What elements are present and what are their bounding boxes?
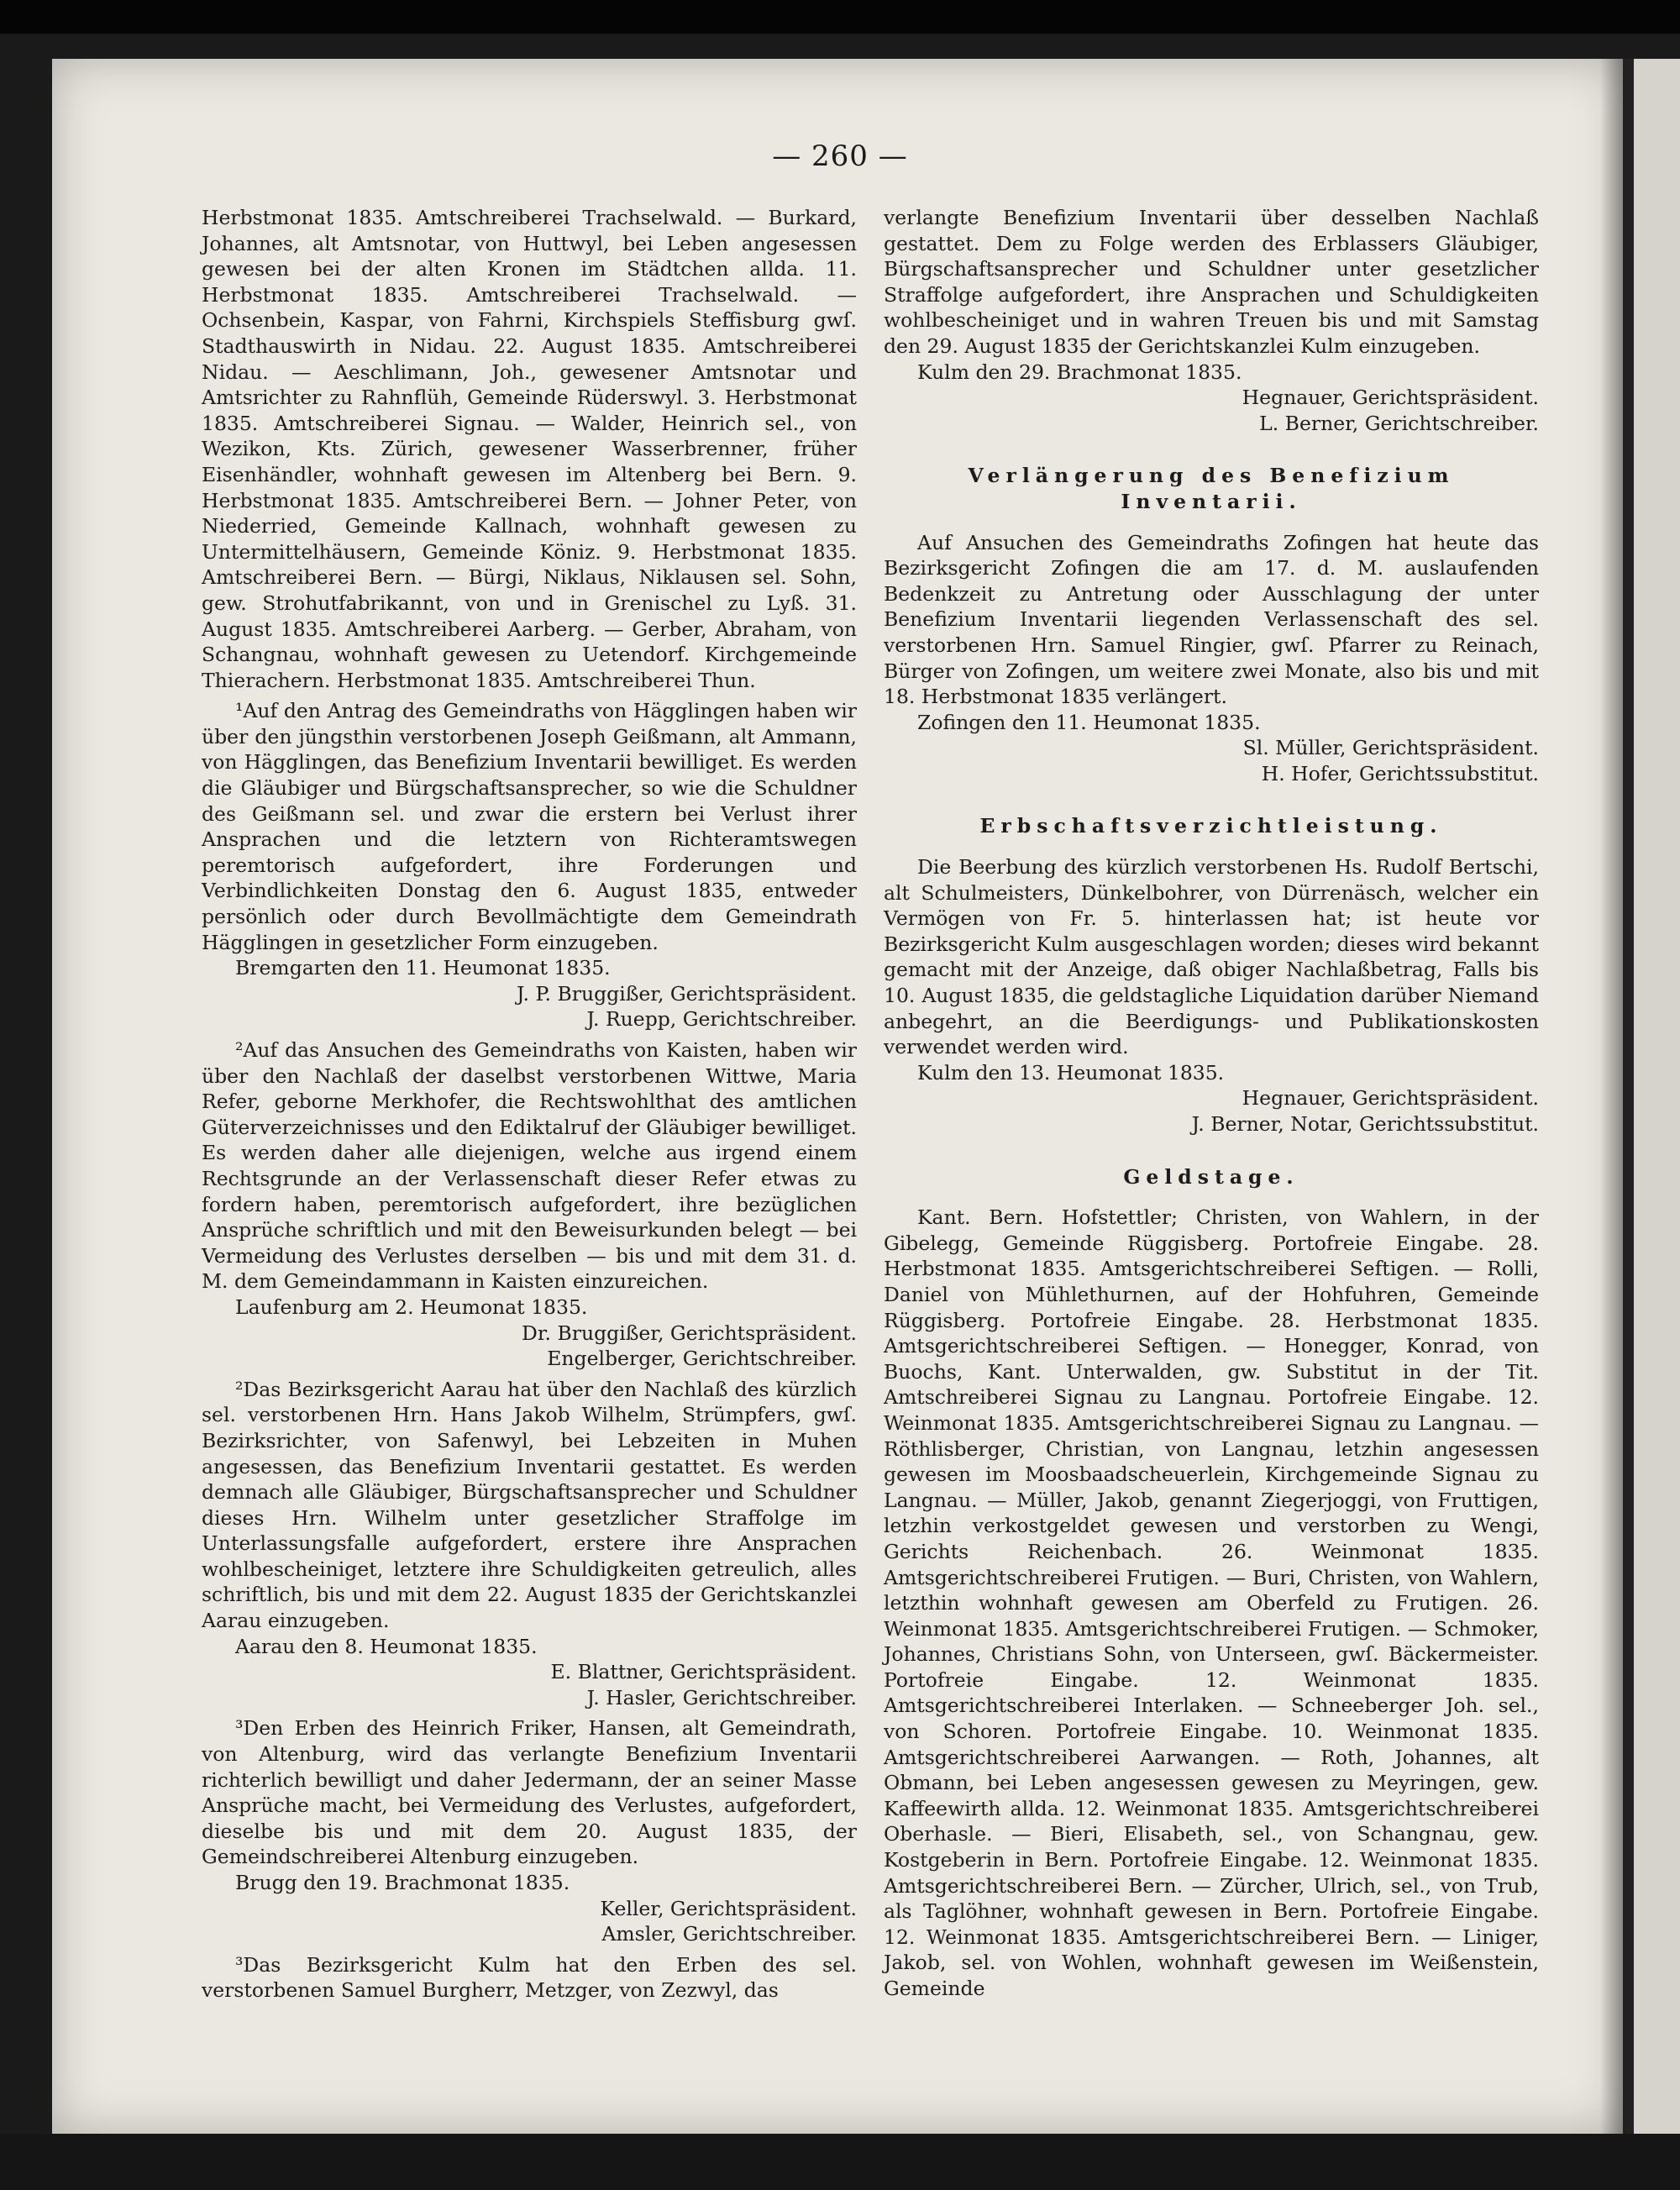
signature: L. Berner, Gerichtschreiber. [1259,411,1539,435]
page-number: — 260 — [772,139,908,173]
notice-place-date: Kulm den 29. Brachmonat 1835. [917,360,1242,384]
notice-zofingen: Auf Ansuchen des Gemeindraths Zofingen hat heute das Bezirksgericht Zofingen die am 17. d. M. auslaufenden Bedenkzeit zu Antretung oder Ausschlagung der unter Benefizium Inventarii liegenden Verlassenschaft des sel. verstorbenen Hrn. Samuel Ringier, gwſ. Pfarrer zu Reinach, Bürger von Zofingen, um weitere zwei Monate, also bis und mit 18. Herbstmonat 1835 verlängert. [884,530,1539,709]
signature: J. Ruepp, Gerichtschreiber. [586,1007,857,1032]
notice-kulm-continuation: verlangte Benefizium Inventarii über desselben Nachlaß gestattet. Dem zu Folge werden des Erblassers Gläubiger, Bürgschaftsansprecher und Schuldner unter gesetzlicher Straffolge aufgefordert, ihre Ansprachen und Schuldigkeiten wohlbescheiniget und in wahren Treuen bis und mit Samstag den 29. August 1835 der Gerichtskanzlei Kulm einzugeben. [884,206,1539,358]
signature: Engelberger, Gerichtschreiber. [547,1347,857,1371]
signature: Hegnauer, Gerichtspräsident. [1242,1086,1539,1111]
signature: Hegnauer, Gerichtspräsident. [1242,386,1539,410]
signature: J. P. Bruggißer, Gerichtspräsident. [516,981,857,1006]
notice-hägglingen: ¹Auf den Antrag des Gemeindraths von Hägglingen haben wir über den jüngsthin verstorbenen Joseph Geißmann, alt Ammann, von Hägglingen, das Benefizium Inventarii bewilliget. Es werden die Gläubiger und Bürgschaftsansprecher, so wie die Schuldner des Geißmann sel. und zwar die erstern bei Verlust ihrer Ansprachen und die letztern von Richteramtswegen peremtorisch aufgefordert, ihre Forderungen und Verbindlichkeiten Donstag den 6. August 1835, entweder persönlich oder durch Bevollmächtigte dem Gemeindrath Hägglingen in gesetzlicher Form einzugeben. [202,699,857,954]
notice-geldstage-bern: Kant. Bern. Hofstettler; Christen, von Wahlern, in der Gibelegg, Gemeinde Rüggisberg. Portofreie Eingabe. 28. Herbstmonat 1835. Amtsgerichtschreiberei Seftigen. — Rolli, Daniel von Mühlethurnen, auf der Hohfuhren, Gemeinde Rüggisberg. Portofreie Eingabe. 28. Herbstmonat 1835. Amtsgerichtschreiberei Seftigen. — Honegger, Konrad, von Buochs, Kant. Unterwalden, gw. Substitut in der Tit. Amtschreiberei Signau zu Langnau. Portofreie Eingabe. 12. Weinmonat 1835. Amtsgerichtschreiberei Signau zu Langnau. — Röthlisberger, Christian, von Langnau, letzhin angesessen gewesen im Moosbaadscheuerlein, Kirchgemeinde Signau zu Langnau. — Müller, Jakob, genannt Ziegerjoggi, von Fruttigen, letzhin verkostgeldet gewesen und verstorben zu Wengi, Gerichts Reichenbach. 26. Weinmonat 1835. Amtsgerichtschreiberei Frutigen. — Buri, Christen, von Wahlern, letzthin wohnhaft gewesen am Oberfeld zu Frutigen. 26. Weinmonat 1835. Amtsgerichtschreiberei Frutigen. — Schmoker, Johannes, Christians Sohn, von Unterseen, gwſ. Bäckermeister. Portofreie Eingabe. 12. Weinmonat 1835. Amtsgerichtschreiberei Interlaken. — Schneeberger Joh. sel., von Schoren. Portofreie Eingabe. 10. Weinmonat 1835. Amtsgerichtschreiberei Aarwangen. — Roth, Johannes, alt Obmann, bei Leben angesessen gewesen zu Meyringen, gew. Kaffeewirth allda. 12. Weinmonat 1835. Amtsgerichtschreiberei Oberhasle. — Bieri, Elisabeth, sel., von Schangnau, gew. Kostgeberin in Bern. Portofreie Eingabe. 12. Weinmonat 1835. Amtsgerichtschreiberei Bern. — Zürcher, Ulrich, sel., von Trub, als Taglöhner, wohnhaft gewesen in Bern. Portofreie Eingabe. 12. Weinmonat 1835. Amtsgerichtschreiberei Bern. — Liniger, Jakob, sel. von Wohlen, wohnhaft gewesen im Weißenstein, Gemeinde [884,1205,1539,2000]
notice-place-date: Bremgarten den 11. Heumonat 1835. [235,956,611,980]
next-page-edge [1634,59,1680,2134]
section-heading-erbschaftsverzicht: Erbschaftsverzichtleistung. [979,814,1443,838]
section-heading-verlängerung: Verlängerung des Benefizium Inventarii. [968,464,1455,513]
signature: J. Berner, Notar, Gerichtssubstitut. [1191,1112,1539,1136]
scan-border-bottom [0,2134,1680,2190]
notice-place-date: Brugg den 19. Brachmonat 1835. [235,1871,570,1894]
section-heading-geldstage: Geldstage. [1123,1164,1299,1189]
signature: Amsler, Gerichtschreiber. [601,1922,857,1946]
notice-dürrenäsch: Die Beerbung des kürzlich verstorbenen Hs. Rudolf Bertschi, alt Schulmeisters, Dünkelbohrer, von Dürrenäsch, welcher ein Vermögen von Fr. 5. hinterlassen hat; ist heute vor Bezirksgericht Kulm ausgeschlagen worden; dieses wird bekannt gemacht mit der Anzeige, daß obiger Nachlaßbetrag, Falls bis 10. August 1835, die geldstagliche Liquidation darüber Niemand anbegehrt, an die Beerdigungs- und Publikationskosten verwendet werden wird. [884,855,1539,1059]
signature: H. Hofer, Gerichtssubstitut. [1261,761,1539,785]
left-column [202,205,857,2004]
signature: Keller, Gerichtspräsident. [600,1896,857,1920]
signature: E. Blattner, Gerichtspräsident. [550,1660,857,1684]
notice-geldstage-continuation: Herbstmonat 1835. Amtschreiberei Trachselwald. — Burkard, Johannes, alt Amtsnotar, von Huttwyl, bei Leben angesessen gewesen bei der alten Kronen im Städtchen allda. 11. Herbstmonat 1835. Amtschreiberei Trachselwald. — Ochsenbein, Kaspar, von Fahrni, Kirchspiels Steffisburg gwſ. Stadthauswirth in Nidau. 22. August 1835. Amtschreiberei Nidau. — Aeschlimann, Joh., gewesener Amtsnotar und Amtsrichter zu Rahnflüh, Gemeinde Rüderswyl. 3. Herbstmonat 1835. Amtschreiberei Signau. — Walder, Heinrich sel., von Wezikon, Kts. Zürich, gewesener Wasserbrenner, früher Eisenhändler, wohnhaft gewesen im Altenberg bei Bern. 9. Herbstmonat 1835. Amtschreiberei Bern. — Johner Peter, von Niederried, Gemeinde Kallnach, wohnhaft gewesen zu Untermittelhäusern, Gemeinde Köniz. 9. Herbstmonat 1835. Amtschreiberei Bern. — Bürgi, Niklaus, Niklausen sel. Sohn, gew. Strohutfabrikannt, von und in Grenischel zu Lyß. 31. August 1835. Amtschreiberei Aarberg. — Gerber, Abraham, von Schangnau, wohnhaft gewesen zu Uetendorf. Kirchgemeinde Thierachern. Herbstmonat 1835. Amtschreiberei Thun. [202,206,857,692]
notice-kaisten: ²Auf das Ansuchen des Gemeindraths von Kaisten, haben wir über den Nachlaß der daselbst verstorbenen Wittwe, Maria Refer, geborne Merkhofer, die Rechtswohlthat des amtlichen Güterverzeichnisses und den Ediktalruf der Gläubiger bewilliget. Es werden daher alle diejenigen, welche aus irgend einem Rechtsgrunde an der Verlassenschaft dieser Refer etwas zu fordern haben, peremtorisch aufgefordert, ihre bezüglichen Ansprüche schriftlich und mit den Beweisurkunden belegt — bei Vermeidung des Verlustes derselben — bis und mit dem 31. d. M. dem Gemeindammann in Kaisten einzureichen. [202,1038,857,1294]
signature: Sl. Müller, Gerichtspräsident. [1242,736,1539,760]
notice-place-date: Laufenburg am 2. Heumonat 1835. [235,1295,588,1319]
notice-aarau: ²Das Bezirksgericht Aarau hat über den Nachlaß des kürzlich sel. verstorbenen Hrn. Hans Jakob Wilhelm, Strümpfers, gwſ. Bezirksrichter, von Safenwyl, bei Lebzeiten in Muhen angesessen, das Benefizium Inventarii gestattet. Es werden demnach alle Gläubiger, Bürgschaftsansprecher und Schuldner dieses Hrn. Wilhelm unter gesetzlicher Straffolge im Unterlassungsfalle aufgefordert, erstere ihre Ansprachen wohlbescheiniget, letztere ihre Schuldigkeiten getreulich, alles schriftlich, bis und mit dem 22. August 1835 der Gerichtskanzlei Aarau einzugeben. [202,1377,857,1633]
notice-place-date: Kulm den 13. Heumonat 1835. [917,1060,1225,1084]
notice-kulm: ³Das Bezirksgericht Kulm hat den Erben des sel. verstorbenen Samuel Burgherr, Metzger, von Zezwyl, das [202,1952,857,2003]
signature: Dr. Bruggißer, Gerichtspräsident. [522,1321,857,1345]
signature: J. Hasler, Gerichtschreiber. [586,1685,857,1709]
scan-border-top [0,0,1680,34]
notice-altenburg: ³Den Erben des Heinrich Friker, Hansen, alt Gemeindrath, von Altenburg, wird das verlangte Benefizium Inventarii richterlich bewilligt und daher Jedermann, der an seiner Masse Ansprüche macht, bei Vermeidung des Verlustes, aufgefordert, dieselbe bis und mit dem 20. August 1835, der Gemeindschreiberei Altenburg einzugeben. [202,1716,857,1869]
right-column [884,205,1539,2002]
notice-place-date: Aarau den 8. Heumonat 1835. [235,1634,538,1658]
notice-place-date: Zofingen den 11. Heumonat 1835. [917,710,1261,734]
